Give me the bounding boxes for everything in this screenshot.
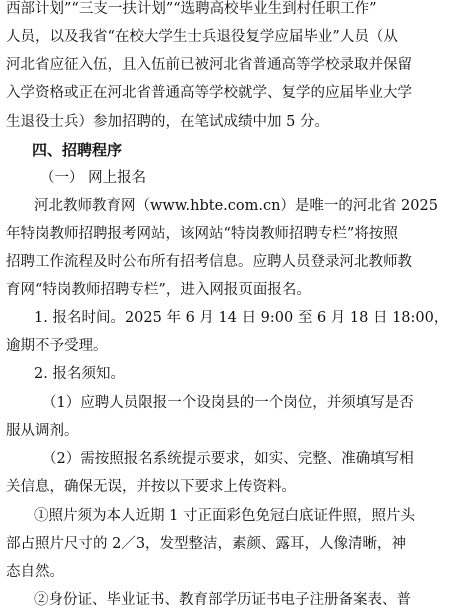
text-line: 人员，以及我省“在校大学生士兵退役复学应届毕业”人员（从 [6,29,398,45]
text-line: 招聘工作流程及时公布所有招考信息。应聘人员登录河北教师教 [6,254,412,270]
text-line: 部占照片尺寸的 2／3，发型整洁，素颜、露耳，人像清晰，神 [6,536,407,552]
text-line: 河北省应征入伍，且入伍前已被河北省普通高等学校录取并保留 [6,57,412,73]
text-line: 入学资格或正在河北省普通高等学校就学、复学的应届毕业大学 [6,85,412,101]
text-line: 服从调剂。 [6,423,79,439]
text-line: 1. 报名时间。2025 年 6 月 14 日 9:00 至 6 月 18 日 18:00， [34,310,449,326]
text-line: 年特岗教师招聘报考网站，该网站“特岗教师招聘专栏”将按照 [6,226,398,242]
text-line: 逾期不予受理。 [6,338,108,354]
text-line: 2. 报名须知。 [34,366,125,382]
text-line: （1）应聘人员限报一个设岗县的一个岗位，并须填写是否 [42,395,414,411]
text-line: 态自然。 [6,564,64,580]
subsection-heading: （一） 网上报名 [40,170,147,186]
text-line: ①照片须为本人近期 1 寸正面彩色免冠白底证件照，照片头 [34,508,415,524]
text-line: ②身份证、毕业证书、教育部学历证书电子注册备案表、普 [34,592,411,608]
text-line: 关信息，确保无误，并按以下要求上传资料。 [6,479,296,495]
text-line: 育网“特岗教师招聘专栏”，进入网报页面报名。 [6,282,311,298]
text-line: 河北教师教育网（www.hbte.com.cn）是唯一的河北省 2025 [34,198,438,214]
section-heading: 四、招聘程序 [32,141,123,159]
text-line: （2）需按照报名系统提示要求，如实、完整、准确填写相 [42,451,414,467]
text-line: 西部计划”“三支一扶计划”“选聘高校毕业生到村任职工作” [6,1,377,17]
text-line: 生退役士兵）参加招聘的，在笔试成绩中加 5 分。 [6,114,329,130]
